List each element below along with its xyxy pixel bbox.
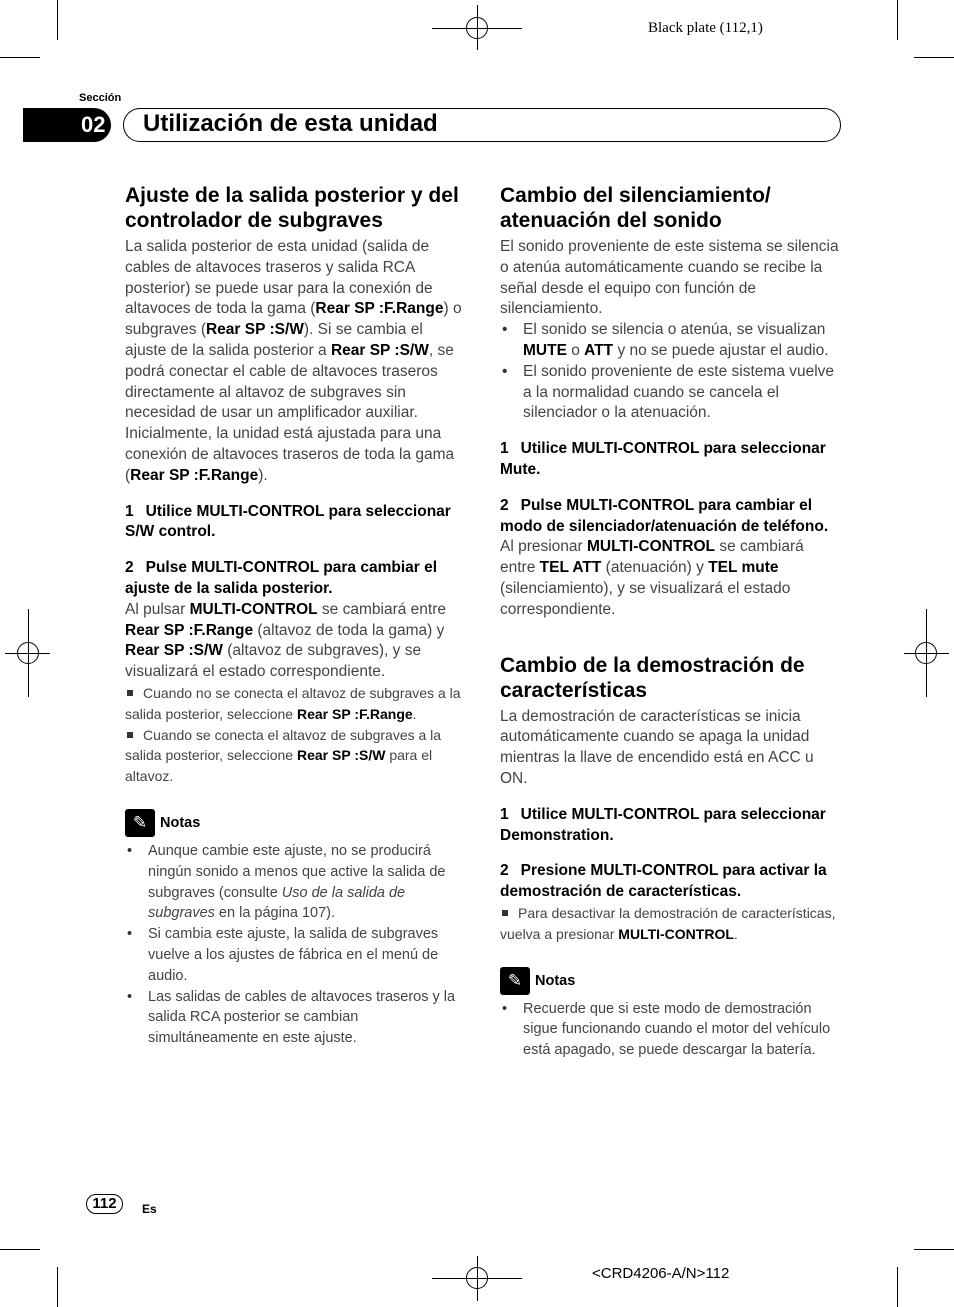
notes-header bbox=[125, 809, 467, 837]
list-item: • Recuerde que si este modo de demostración sigue funcionando cuando el motor del vehículo está apagado, se puede descargar la batería. bbox=[500, 999, 842, 1061]
crop-mark bbox=[57, 0, 58, 40]
mute-intro: El sonido proveniente de este sistema se silencia o atenúa automáticamente cuando se recibe la señal desde el equipo con función de silenciamiento. bbox=[500, 238, 839, 318]
pencil-icon: ✎ bbox=[500, 967, 530, 995]
demo-intro: La demostración de características se inicia automáticamente cuando se apaga la unidad mientras la llave de encendido está en ACC u ON. bbox=[500, 707, 814, 787]
crop-mark bbox=[897, 1267, 898, 1307]
list-item: • Las salidas de cables de altavoces traseros y la salida RCA posterior se cambian simultáneamente en este ajuste. bbox=[125, 987, 467, 1049]
notes-list bbox=[125, 841, 467, 1049]
section-title: Utilización de esta unidad bbox=[143, 110, 438, 137]
registration-line bbox=[5, 653, 50, 654]
pencil-icon: ✎ bbox=[125, 809, 155, 837]
document-code: <CRD4206-A/N>112 bbox=[592, 1265, 730, 1282]
crop-mark bbox=[0, 1249, 40, 1250]
list-item: • El sonido se silencia o atenúa, se visualizan MUTE o ATT y no se puede ajustar el audio. bbox=[500, 320, 842, 362]
crop-mark bbox=[57, 1267, 58, 1307]
mute-bullets bbox=[500, 320, 842, 424]
language-code: Es bbox=[142, 1202, 157, 1216]
registration-line bbox=[904, 653, 949, 654]
registration-line bbox=[477, 1256, 478, 1301]
note-item: Cuando no se conecta el altavoz de subgraves a la salida posterior, seleccione Rear SP :F.Range. bbox=[125, 684, 461, 722]
crop-mark bbox=[0, 57, 40, 58]
section-label: Sección bbox=[79, 92, 122, 104]
crop-mark bbox=[914, 1249, 954, 1250]
step-1: 1 Utilice MULTI-CONTROL para seleccionar S/W control. bbox=[125, 502, 451, 541]
heading-rear-output: Ajuste de la salida posterior y del controlador de subgraves bbox=[125, 184, 459, 232]
note-item: Para desactivar la demostración de características, vuelva a presionar MULTI-CONTROL. bbox=[500, 904, 836, 942]
notes-header bbox=[500, 967, 842, 995]
heading-mute: Cambio del silenciamiento/ atenuación del sonido bbox=[500, 184, 771, 232]
step-2: 2 Pulse MULTI-CONTROL para cambiar el modo de silenciador/atenuación de teléfono. bbox=[500, 496, 829, 535]
step-1: 1 Utilice MULTI-CONTROL para seleccionar Demonstration. bbox=[500, 805, 826, 844]
heading-demonstration: Cambio de la demostración de características bbox=[500, 653, 805, 702]
list-item: • Si cambia este ajuste, la salida de subgraves vuelve a los ajustes de fábrica en el menú de audio. bbox=[125, 924, 467, 986]
step-2: 2 Pulse MULTI-CONTROL para cambiar el ajuste de la salida posterior. bbox=[125, 559, 438, 597]
notes-label: Notas bbox=[535, 972, 576, 989]
page-number: 112 bbox=[86, 1194, 123, 1214]
list-item: • Aunque cambie este ajuste, no se producirá ningún sonido a menos que active la salida de subgraves (consulte Uso de la salida de subgraves en la página 107). bbox=[125, 841, 467, 924]
notes-label: Notas bbox=[160, 814, 201, 831]
section-number: 02 bbox=[23, 108, 111, 142]
plate-label: Black plate (112,1) bbox=[648, 20, 763, 36]
left-column bbox=[125, 183, 467, 1049]
step-2-description: Al presionar MULTI-CONTROL se cambiará entre TEL ATT (atenuación) y TEL mute (silenciamiento), y se visualizará el estado correspondiente. bbox=[500, 538, 804, 618]
list-item: • El sonido proveniente de este sistema vuelve a la normalidad cuando se cancela el silenciador o la atenuación. bbox=[500, 362, 842, 424]
crop-mark bbox=[914, 57, 954, 58]
right-column bbox=[500, 183, 842, 1061]
step-2-description: Al pulsar MULTI-CONTROL se cambiará entre Rear SP :F.Range (altavoz de toda la gama) y Rear SP :S/W (altavoz de subgraves), y se visualizará el estado correspondiente. bbox=[125, 600, 446, 681]
note-item: Cuando se conecta el altavoz de subgraves a la salida posterior, seleccione Rear SP :S/W para el altavoz. bbox=[125, 726, 442, 785]
registration-line bbox=[477, 5, 478, 50]
notes-list bbox=[500, 999, 842, 1061]
step-2: 2 Presione MULTI-CONTROL para activar la demostración de características. bbox=[500, 862, 827, 901]
intro-paragraph: La salida posterior de esta unidad (salida de cables de altavoces traseros y salida RCA posterior) se puede usar para la conexión de altavoces de toda la gama (Rear SP :F.Range) o subgraves (Rear SP :S/W). Si se cambia el ajuste de la salida posterior a Rear SP :S/W, se podrá conectar el cable de altavoces traseros directamente al altavoz de subgraves sin necesidad de usar un amplificador auxiliar. Inicialmente, la unidad está ajustada para una conexión de altavoces traseros de toda la gama (Rear SP :F.Range). bbox=[125, 238, 462, 484]
step-1: 1 Utilice MULTI-CONTROL para seleccionar Mute. bbox=[500, 440, 826, 478]
crop-mark bbox=[897, 0, 898, 40]
